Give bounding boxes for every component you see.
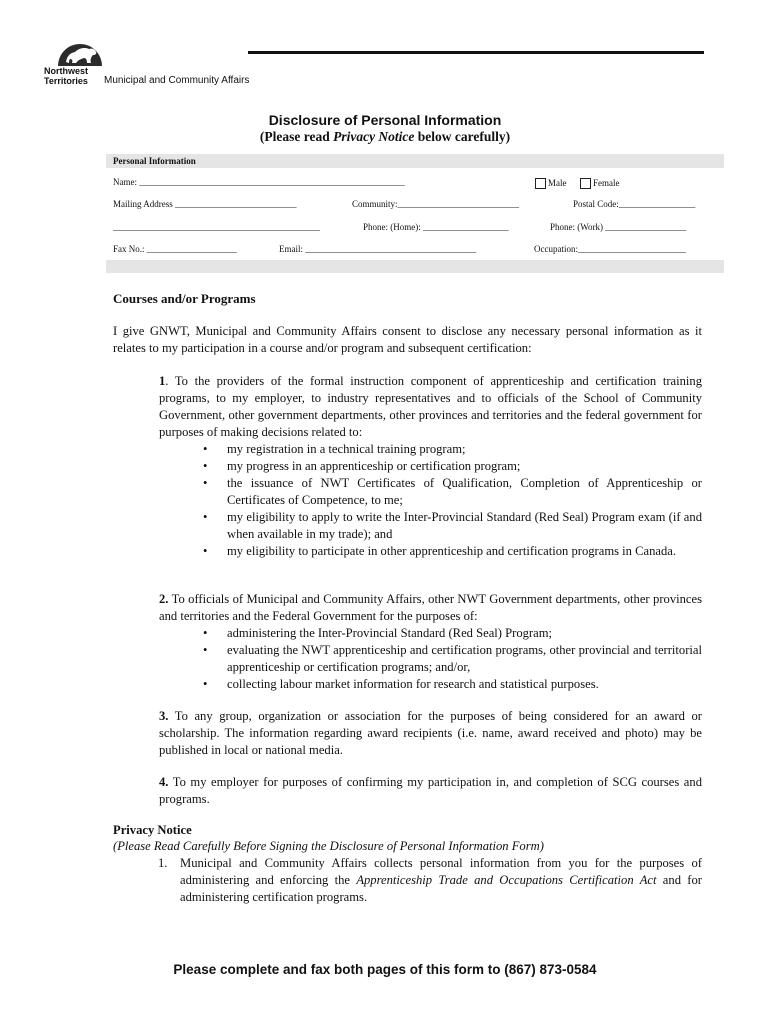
phone-work-field[interactable]: Phone: (Work) __________________	[550, 222, 687, 232]
list-item: • collecting labour market information for research and statistical purposes.	[159, 676, 702, 693]
consent-item-4	[159, 774, 702, 808]
list-item: • my registration in a technical training program;	[159, 441, 702, 458]
occupation-field[interactable]: Occupation:________________________	[534, 244, 686, 254]
item-4-number: 4.	[159, 775, 169, 789]
subtitle-emphasis: Privacy Notice	[333, 129, 415, 144]
item-1-bullet-list	[159, 441, 702, 560]
address-line2-field[interactable]: ______________________________________________	[113, 222, 320, 232]
consent-item-3	[159, 708, 702, 759]
personal-info-form	[106, 154, 724, 274]
consent-item-1	[159, 373, 702, 560]
consent-item-2	[159, 591, 702, 693]
list-item: • administering the Inter-Provincial Standard (Red Seal) Program;	[159, 625, 702, 642]
form-section-label: Personal Information	[113, 156, 196, 166]
male-label: Male	[548, 178, 567, 188]
privacy-item-1-number: 1.	[158, 856, 168, 870]
courses-intro: I give GNWT, Municipal and Community Affairs consent to disclose any necessary personal information as it relates to my participation in a course and/or program and subsequent certification:	[113, 324, 702, 355]
email-field[interactable]: Email: ______________________________________	[279, 244, 477, 254]
community-field[interactable]: Community:___________________________	[352, 199, 520, 209]
list-item: • my eligibility to participate in other apprenticeship and certification programs in Canada.	[159, 543, 702, 560]
phone-home-field[interactable]: Phone: (Home): ___________________	[363, 222, 509, 232]
postal-code-field[interactable]: Postal Code:_________________	[573, 199, 696, 209]
page-title: Disclosure of Personal Information	[268, 112, 502, 128]
name-field[interactable]: Name: ___________________________________________________________	[113, 177, 405, 187]
list-item: • my progress in an apprenticeship or certification program;	[159, 458, 702, 475]
fax-instructions: Please complete and fax both pages of this form to (867) 873-0584	[173, 962, 597, 977]
act-name: Apprenticeship Trade and Occupations Certification Act	[356, 873, 657, 887]
org-name-line1: Northwest	[44, 66, 89, 76]
item-4-text: To my employer for purposes of confirming my participation in, and completion of SCG courses and programs.	[159, 775, 702, 806]
mailing-address-field[interactable]: Mailing Address ___________________________	[113, 199, 297, 209]
item-3-number: 3.	[159, 709, 169, 723]
list-item: • my eligibility to apply to write the Inter-Provincial Standard (Red Seal) Program exam (if and when available in my trade); and	[159, 509, 702, 543]
female-label: Female	[593, 178, 620, 188]
polar-bear-logo-icon	[54, 26, 106, 70]
item-2-number: 2.	[159, 592, 169, 606]
form-header-band	[106, 154, 724, 168]
item-3-text: To any group, organization or association for the purposes of being considered for an award or scholarship. The information regarding award recipients (i.e. name, award received and photo) may be published in local or national media.	[159, 709, 702, 757]
item-1-text: . To the providers of the formal instruction component of apprenticeship and certification training programs, to my employer, to industry representatives and to officials of the School of Community Government, other government departments, other provinces and territories and the federal government for purposes of making decisions related to:	[159, 374, 702, 439]
department-name: Municipal and Community Affairs	[104, 75, 250, 86]
item-1-number: 1	[159, 374, 166, 388]
male-checkbox[interactable]	[535, 178, 546, 189]
form-footer-band	[106, 260, 724, 273]
female-checkbox[interactable]	[580, 178, 591, 189]
list-item: • the issuance of NWT Certificates of Qualification, Completion of Apprenticeship or Certificates of Competence, to me;	[159, 475, 702, 509]
item-2-text: To officials of Municipal and Community Affairs, other NWT Government departments, other provinces and territories and the Federal Government for the purposes of:	[159, 592, 702, 623]
fax-field[interactable]: Fax No.: ____________________	[113, 244, 237, 254]
courses-heading: Courses and/or Programs	[113, 291, 256, 306]
privacy-item-1: 1. Municipal and Community Affairs collects personal information from you for the purposes of administering and enforcing the Apprenticeship Trade and Occupations Certification Act and for administering certification programs.	[158, 856, 702, 904]
privacy-subheading: (Please Read Carefully Before Signing the Disclosure of Personal Information Form)	[113, 839, 544, 853]
item-2-bullet-list	[159, 625, 702, 693]
privacy-heading: Privacy Notice	[113, 823, 192, 837]
header-rule	[248, 51, 704, 54]
list-item: • evaluating the NWT apprenticeship and certification programs, other provincial and territorial apprenticeship or certification programs; and/or,	[159, 642, 702, 676]
page-subtitle: (Please read Privacy Notice below carefully)	[259, 129, 511, 144]
org-name-line2: Territories	[44, 76, 88, 86]
